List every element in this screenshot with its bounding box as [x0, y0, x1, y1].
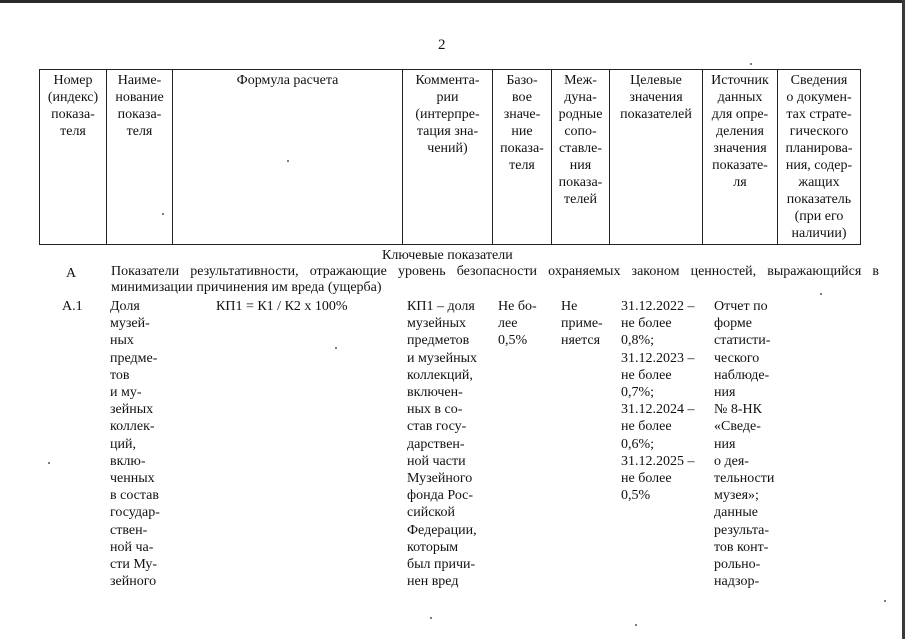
- group-description: Показатели результативности, отражающие уровень безопасности охраняемых законом ценностей, выражающийся в минимизации причинения им вреда (ущерба): [111, 264, 879, 295]
- page-number: 2: [438, 37, 446, 53]
- scan-speck: [287, 160, 289, 162]
- row-formula: КП1 = К1 / К2 х 100%: [216, 299, 348, 314]
- row-base-value: Не бо- лее 0,5%: [498, 299, 537, 349]
- scan-speck: [335, 347, 337, 349]
- header-cell-intl-comparison: Меж- дуна- родные сопо- ставле- ния показа- телей: [552, 70, 610, 245]
- scan-speck: [48, 462, 50, 464]
- indicators-table-header: [39, 69, 861, 245]
- group-code: А: [66, 266, 77, 281]
- header-cell-base-value: Базо- вое значе- ние показа- теля: [493, 70, 552, 245]
- row-targets: 31.12.2022 – не более 0,8%; 31.12.2023 – не более 0,7%; 31.12.2024 – не более 0,6%; 31.12.2025 – не более 0,5%: [621, 299, 695, 504]
- row-data-source: Отчет по форме статисти- ческого наблюде- ния № 8-НК «Сведе- ния о дея- тельности музея»; данные результа- тов конт- рольно- надзор-: [714, 299, 775, 590]
- header-cell-comment: Коммента- рии (интерпре- тация зна- чений): [403, 70, 493, 245]
- scan-speck: [635, 624, 637, 626]
- row-intl-comparison: Не приме- няется: [561, 299, 603, 349]
- header-cell-source: Источник данных для опре- деления значения показате- ля: [703, 70, 778, 245]
- row-indicator-code: А.1: [62, 299, 83, 314]
- scan-speck: [750, 63, 752, 65]
- scan-speck: [430, 617, 432, 619]
- scan-speck: [820, 293, 822, 295]
- page-top-edge: [0, 0, 905, 3]
- scan-speck: [884, 600, 886, 602]
- header-cell-name: Наиме- нование показа- теля: [107, 70, 173, 245]
- header-cell-strategic-docs: Сведения о докумен- тах страте- гического планирова- ния, содер- жащих показатель (при его наличии): [778, 70, 861, 245]
- header-cell-targets: Целевые значения показателей: [610, 70, 703, 245]
- header-cell-index: Номер (индекс) показа- теля: [40, 70, 107, 245]
- row-indicator-name: Доля музей- ных предме- тов и му- зейных коллек- ций, вклю- ченных в состав государ- ствен- ной ча- сти Му- зейного: [110, 299, 160, 590]
- section-title: Ключевые показатели: [382, 248, 513, 263]
- scan-speck: [162, 213, 164, 215]
- row-comment: КП1 – доля музейных предметов и музейных коллекций, включен- ных в со- став госу- дарствен- ной части Музейного фонда Рос- сийской Федерации, которым был причи- нен вред: [407, 299, 477, 590]
- header-cell-formula: Формула расчета: [173, 70, 403, 245]
